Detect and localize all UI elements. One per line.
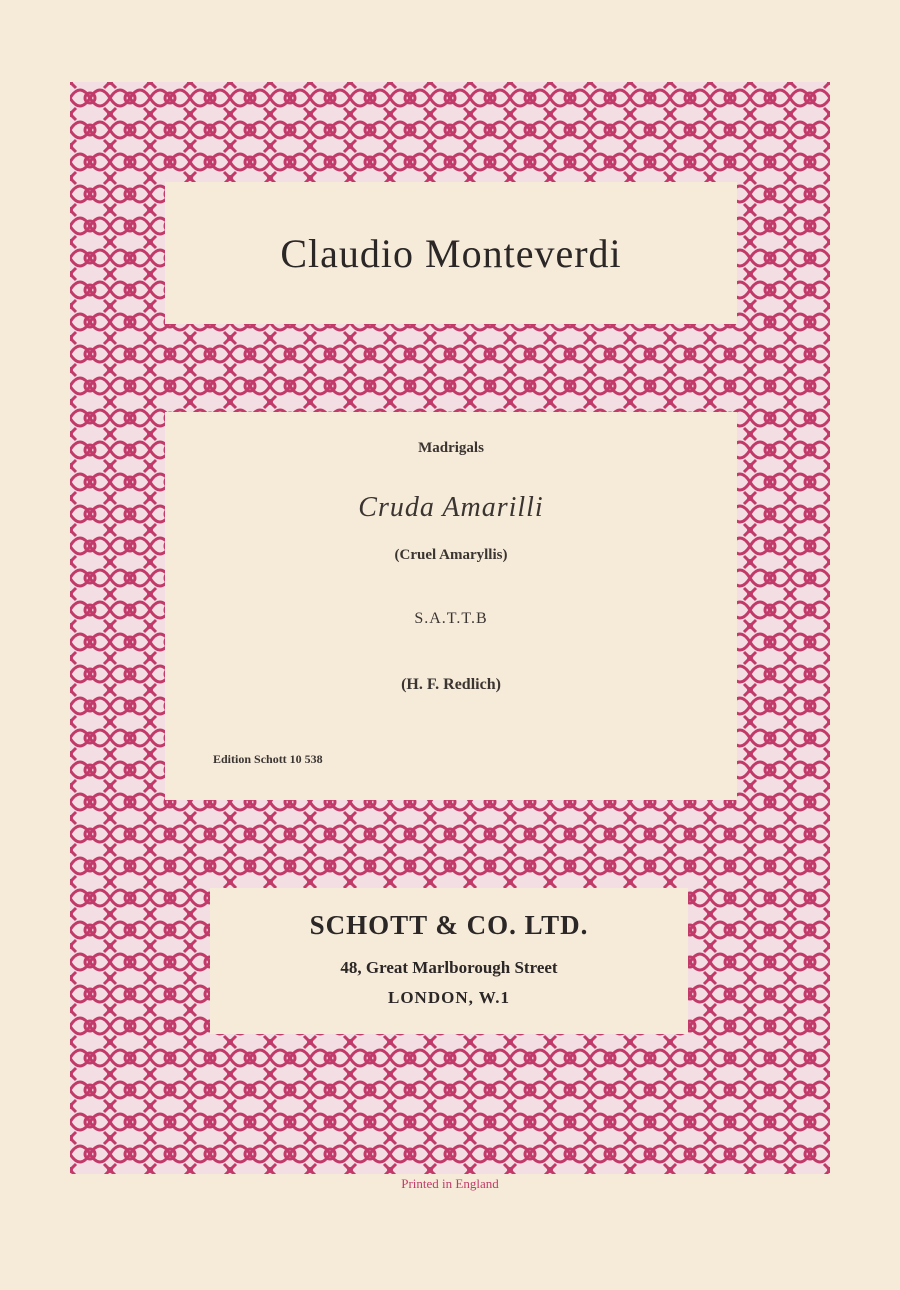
publisher-street: 48, Great Marlborough Street xyxy=(340,958,558,977)
genre-label: Madrigals xyxy=(418,440,484,456)
publisher-name: SCHOTT & CO. LTD. xyxy=(309,910,589,940)
title-translation: (Cruel Amaryllis) xyxy=(394,547,508,563)
editor-credit: (H. F. Redlich) xyxy=(401,676,501,693)
title-panel xyxy=(165,412,737,800)
printed-in-note: Printed in England xyxy=(401,1176,499,1191)
work-title: Cruda Amarilli xyxy=(358,492,544,523)
composer-panel xyxy=(165,182,737,324)
edition-number: Edition Schott 10 538 xyxy=(213,752,323,766)
voicing: S.A.T.T.B xyxy=(414,610,488,627)
publisher-panel xyxy=(210,888,688,1034)
publisher-city: LONDON, W.1 xyxy=(388,988,510,1007)
composer-name: Claudio Monteverdi xyxy=(280,231,622,276)
